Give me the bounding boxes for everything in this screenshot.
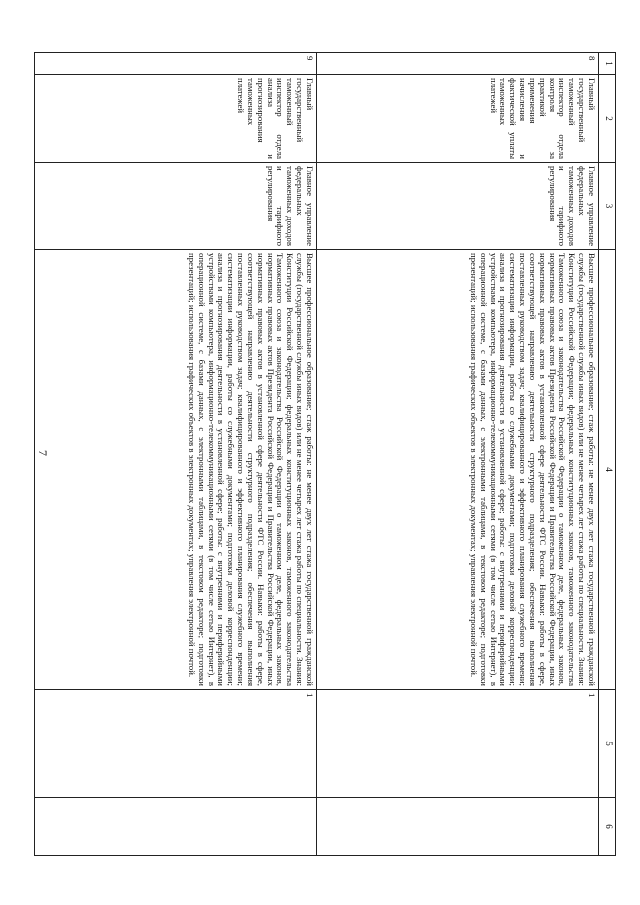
column-6-cell bbox=[35, 798, 317, 856]
table-header-row bbox=[599, 53, 616, 856]
department-name: Главное управление федеральных таможенных доходов и тарифного регулирования bbox=[35, 163, 317, 250]
vacancy-table bbox=[34, 52, 616, 856]
department-name: Главное управление федеральных таможенных доходов и тарифного регулирования bbox=[317, 163, 599, 250]
table-row bbox=[317, 53, 599, 856]
vacancy-count: 1 bbox=[35, 690, 317, 798]
page-number: 7 bbox=[36, 450, 50, 456]
header-col-6: 6 bbox=[599, 798, 616, 856]
row-number: 9 bbox=[35, 53, 317, 75]
row-number: 8 bbox=[317, 53, 599, 75]
header-col-4: 4 bbox=[599, 250, 616, 690]
header-col-3: 3 bbox=[599, 163, 616, 250]
qualification-requirements: Высшее профессиональное образование; стаж работы: не менее двух лет стажа государственной гражданской службы (государственной службы иных видов) или не менее четырех лет стажа работы по специальности. Знания: Конституции Российской Федерации; федеральных конституционных законов, таможенного законодательства Таможенного союза и законодательства Российской Федерации о таможенном деле, федеральных законов, нормативных правовых актов Президента Российской Федерации и Правительства Российской Федерации, иных нормативных правовых актов в установленной сфере деятельности ФТС России. Навыки: работы в сфере, соответствующей направлению деятельности структурного подразделения; обеспечения выполнения поставленных руководством задач; квалифицированного и эффективного планирования служебного времени; систематизации информации, работы со служебными документами; подготовки деловой корреспонденции; анализа и прогнозирования деятельности в установленной сфере; работы: с внутренними и периферийными устройствами компьютера, информационно-телекоммуникационными сетями (в том числе сетью Интернет), в операционной системе, с базами данных, с электронными таблицами, в текстовом редакторе; подготовки презентаций; использования графических объектов в электронных документах; управления электронной почтой. bbox=[317, 250, 599, 690]
header-col-1: 1 bbox=[599, 53, 616, 75]
position-title: Главный государственный таможенный инспектор отдела контроля за практикой применения начисления и фактической уплаты таможенных платежей bbox=[317, 75, 599, 163]
header-col-2: 2 bbox=[599, 75, 616, 163]
table-row bbox=[35, 53, 317, 856]
column-6-cell bbox=[317, 798, 599, 856]
vacancy-count: 1 bbox=[317, 690, 599, 798]
qualification-requirements: Высшее профессиональное образование; стаж работы: не менее двух лет стажа государственной гражданской службы (государственной службы иных видов) или не менее четырех лет стажа работы по специальности. Знания: Конституции Российской Федерации; федеральных конституционных законов, таможенного законодательства Таможенного союза и законодательства Российской Федерации о таможенном деле, федеральных законов, нормативных правовых актов Президента Российской Федерации и Правительства Российской Федерации, иных нормативных правовых актов в установленной сфере деятельности ФТС России. Навыки: работы в сфере, соответствующей направлению деятельности структурного подразделения; обеспечения выполнения поставленных руководством задач; квалифицированного и эффективного планирования служебного времени; систематизации информации, работы со служебными документами; подготовки деловой корреспонденции; анализа и прогнозирования деятельности в установленной сфере; работы: с внутренними и периферийными устройствами компьютера, информационно-телекоммуникационными сетями (в том числе сетью Интернет), в операционной системе, с базами данных, с электронными таблицами, в текстовом редакторе; подготовки презентаций; использования графических объектов в электронных документах; управления электронной почтой. bbox=[35, 250, 317, 690]
header-col-5: 5 bbox=[599, 690, 616, 798]
position-title: Главный государственный таможенный инспектор отдела анализа и прогнозирования таможенных платежей bbox=[35, 75, 317, 163]
